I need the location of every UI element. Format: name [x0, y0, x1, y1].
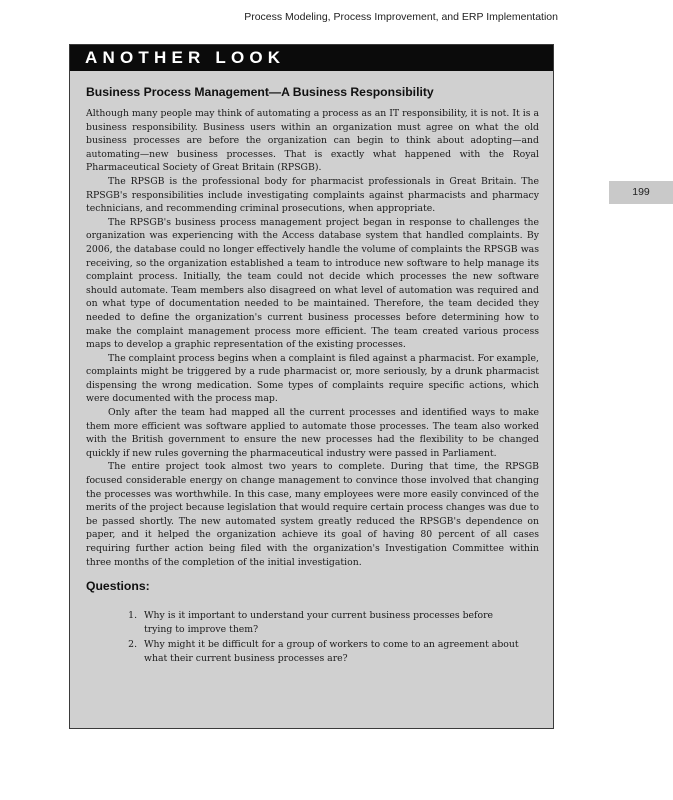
paragraph: Although many people may think of automating a process as an IT responsibility, it is not. It is a business responsibility. Business users within an organization must agree on what the old business processes are before the organization can begin to think about adopting—and automating—new business processes. That is exactly what happened with the Royal Pharmaceutical Society of Great Britain (RPSGB). [86, 108, 539, 174]
another-look-box [69, 44, 554, 729]
paragraph: Only after the team had mapped all the current processes and identified ways to make them more efficient was software applied to automate those processes. The team also worked with the British government to ensure the new processes had the flexibility to be changed quickly if new rules governing the pharmaceutical industry were passed in Parliament. [86, 407, 539, 459]
paragraph: The complaint process begins when a complaint is filed against a pharmacist. For example, complaints might be triggered by a rude pharmacist or, more seriously, by a drunk pharmacist dispensing the wrong medication. Some types of complaints require specific actions, which were documented with the process map. [86, 352, 539, 405]
paragraph: The entire project took almost two years to complete. During that time, the RPSGB focused considerable energy on change management to convince those involved that changing the processes was worthwhile. In this case, many employees were more easily convinced of the merits of the project because legislation that would require certain process changes was due to be passed shortly. The new automated system greatly reduced the RPSGB's dependence on paper, and it helped the organization achieve its goal of having 80 percent of all cases requiring further action being filed with the organization's Investigation Committee within three months of the completion of the initial investigation. [86, 461, 539, 568]
questions-list [86, 599, 539, 665]
box-title: Business Process Management—A Business Responsibility [86, 85, 434, 99]
questions-heading: Questions: [86, 579, 150, 594]
box-content [70, 71, 553, 666]
question-item: 1. Why is it important to understand your current business processes before trying to improve them? [140, 609, 519, 636]
box-banner: ANOTHER LOOK [70, 45, 553, 71]
paragraph: The RPSGB's business process management project began in response to challenges the organization was experiencing with the Access database system that handled complaints. By 2006, the database could no longer effectively handle the volume of complaints the RPSGB was receiving, so the organization established a team to introduce new software to help manage its complaint process. Initially, the team could not decide which processes the new software should automate. Team members also disagreed on what level of automation was required and on what type of documentation needed to be maintained. Therefore, the team decided they needed to define the organization's current business processes before determining how to make the complaint management process more efficient. The team created various process maps to develop a graphic representation of the existing processes. [86, 216, 539, 351]
question-item: 2. Why might it be difficult for a group of workers to come to an agreement about what their current business processes are? [140, 638, 519, 665]
running-head: Process Modeling, Process Improvement, and ERP Implementation [244, 11, 558, 23]
page-number-tab: 199 [609, 181, 673, 204]
paragraph: The RPSGB is the professional body for pharmacist professionals in Great Britain. The RPSGB's responsibilities include investigating complaints against pharmacists and pharmacy technicians, and recommending criminal prosecutions, when appropriate. [86, 175, 539, 215]
